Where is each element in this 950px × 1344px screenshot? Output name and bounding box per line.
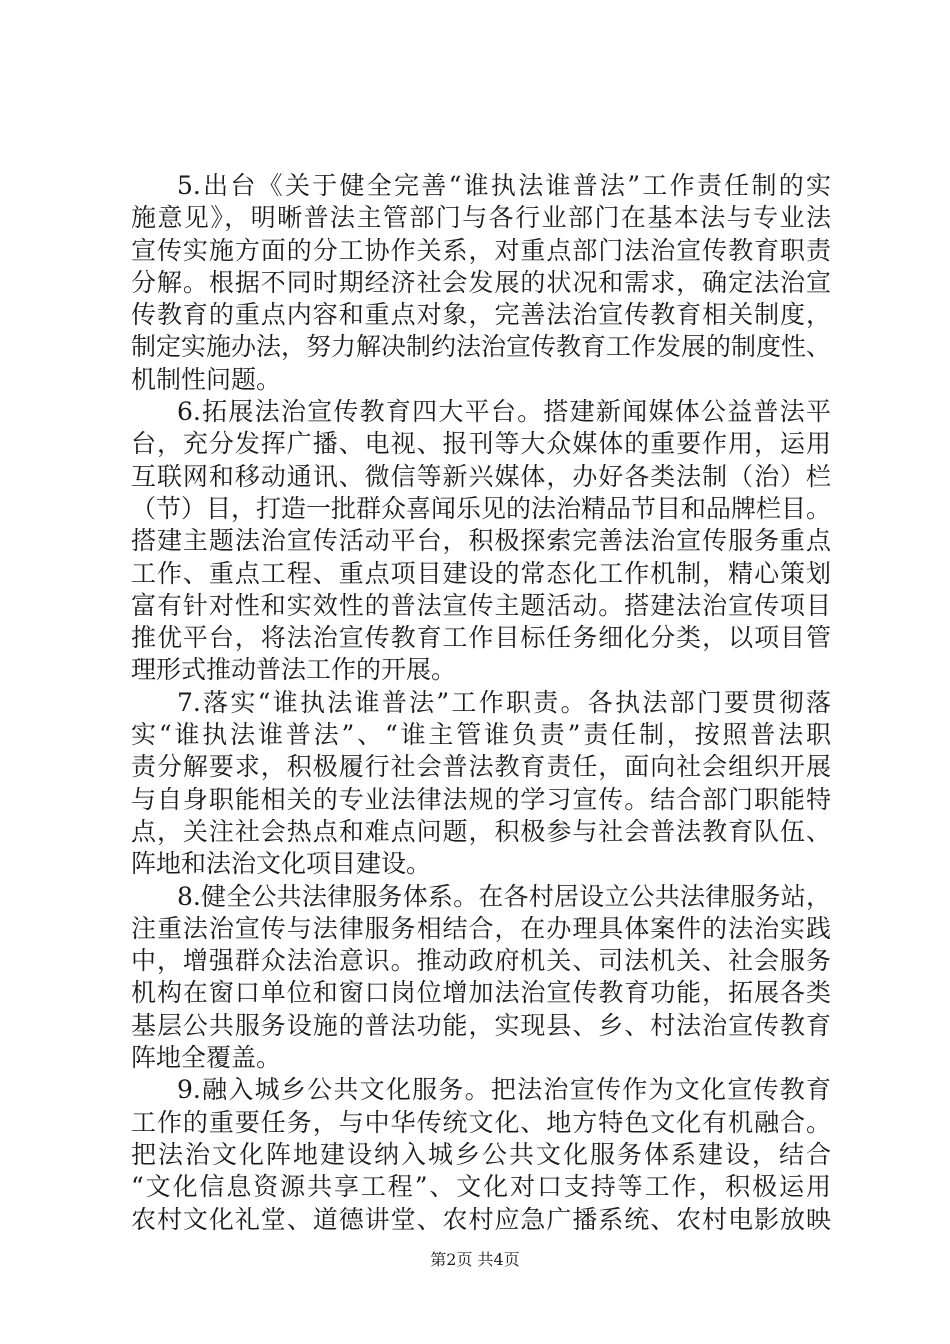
paragraph-6-line: （节）目，打造一批群众喜闻乐见的法治精品节目和品牌栏目。 (131, 493, 832, 523)
page-number-footer: 第2页 共4页 (430, 1250, 520, 1269)
paragraph-9-line: 9.融入城乡公共文化服务。把法治宣传作为文化宣传教育 (177, 1075, 831, 1105)
paragraph-5-line: 制定实施办法，努力解决制约法治宣传教育工作发展的制度性、 (131, 332, 832, 362)
paragraph-8-line: 阵地全覆盖。 (131, 1043, 282, 1073)
paragraph-6-line: 6.拓展法治宣传教育四大平台。搭建新闻媒体公益普法平 (177, 397, 831, 427)
paragraph-7-line: 阵地和法治文化项目建设。 (131, 849, 432, 879)
paragraph-6-line: 搭建主题法治宣传活动平台，积极探索完善法治宣传服务重点 (131, 526, 831, 556)
paragraph-5-line: 5.出台《关于健全完善“谁执法谁普法”工作责任制的实 (177, 171, 831, 200)
paragraph-7-line: 实“谁执法谁普法”、“谁主管谁负责”责任制，按照普法职 (131, 720, 831, 750)
paragraph-8-line: 机构在窗口单位和窗口岗位增加法治宣传教育功能，拓展各类 (131, 978, 831, 1008)
paragraph-6-line: 推优平台，将法治宣传教育工作目标任务细化分类，以项目管 (131, 623, 831, 653)
paragraph-7-line: 7.落实“谁执法谁普法”工作职责。各执法部门要贯彻落 (177, 687, 831, 717)
paragraph-7-line: 责分解要求，积极履行社会普法教育责任，面向社会组织开展 (131, 752, 831, 782)
paragraph-9-line: “文化信息资源共享工程”、文化对口支持等工作，积极运用 (131, 1172, 831, 1202)
paragraph-6-line: 富有针对性和实效性的普法宣传主题活动。搭建法治宣传项目 (131, 590, 831, 620)
paragraph-6-line: 工作、重点工程、重点项目建设的常态化工作机制，精心策划 (131, 558, 831, 588)
paragraph-6-line: 互联网和移动通讯、微信等新兴媒体，办好各类法制（治）栏 (131, 461, 831, 491)
paragraph-8-line: 基层公共服务设施的普法功能，实现县、乡、村法治宣传教育 (131, 1010, 831, 1040)
paragraph-5-line: 传教育的重点内容和重点对象，完善法治宣传教育相关制度， (131, 300, 831, 330)
paragraph-6-line: 理形式推动普法工作的开展。 (131, 655, 457, 685)
paragraph-8-line: 注重法治宣传与法律服务相结合，在办理具体案件的法治实践 (131, 913, 831, 943)
paragraph-9-line: 农村文化礼堂、道德讲堂、农村应急广播系统、农村电影放映 (131, 1204, 831, 1234)
paragraph-6-line: 台，充分发挥广播、电视、报刊等大众媒体的重要作用，运用 (131, 429, 831, 459)
paragraph-5-line: 施意见》，明晰普法主管部门与各行业部门在基本法与专业法 (131, 203, 831, 233)
paragraph-8-line: 中，增强群众法治意识。推动政府机关、司法机关、社会服务 (131, 946, 831, 976)
paragraph-9-line: 工作的重要任务，与中华传统文化、地方特色文化有机融合。 (131, 1107, 831, 1137)
paragraph-5-line: 分解。根据不同时期经济社会发展的状况和需求，确定法治宣 (131, 267, 831, 297)
paragraph-7-line: 点，关注社会热点和难点问题，积极参与社会普法教育队伍、 (131, 816, 831, 846)
paragraph-7-line: 与自身职能相关的专业法律法规的学习宣传。结合部门职能特 (131, 784, 831, 814)
document-body (131, 170, 831, 1236)
paragraph-5-line: 机制性问题。 (131, 364, 282, 394)
paragraph-5-line: 宣传实施方面的分工协作关系，对重点部门法治宣传教育职责 (131, 235, 831, 265)
paragraph-8-line: 8.健全公共法律服务体系。在各村居设立公共法律服务站， (177, 881, 831, 911)
paragraph-9-line: 把法治文化阵地建设纳入城乡公共文化服务体系建设，结合 (131, 1139, 831, 1169)
